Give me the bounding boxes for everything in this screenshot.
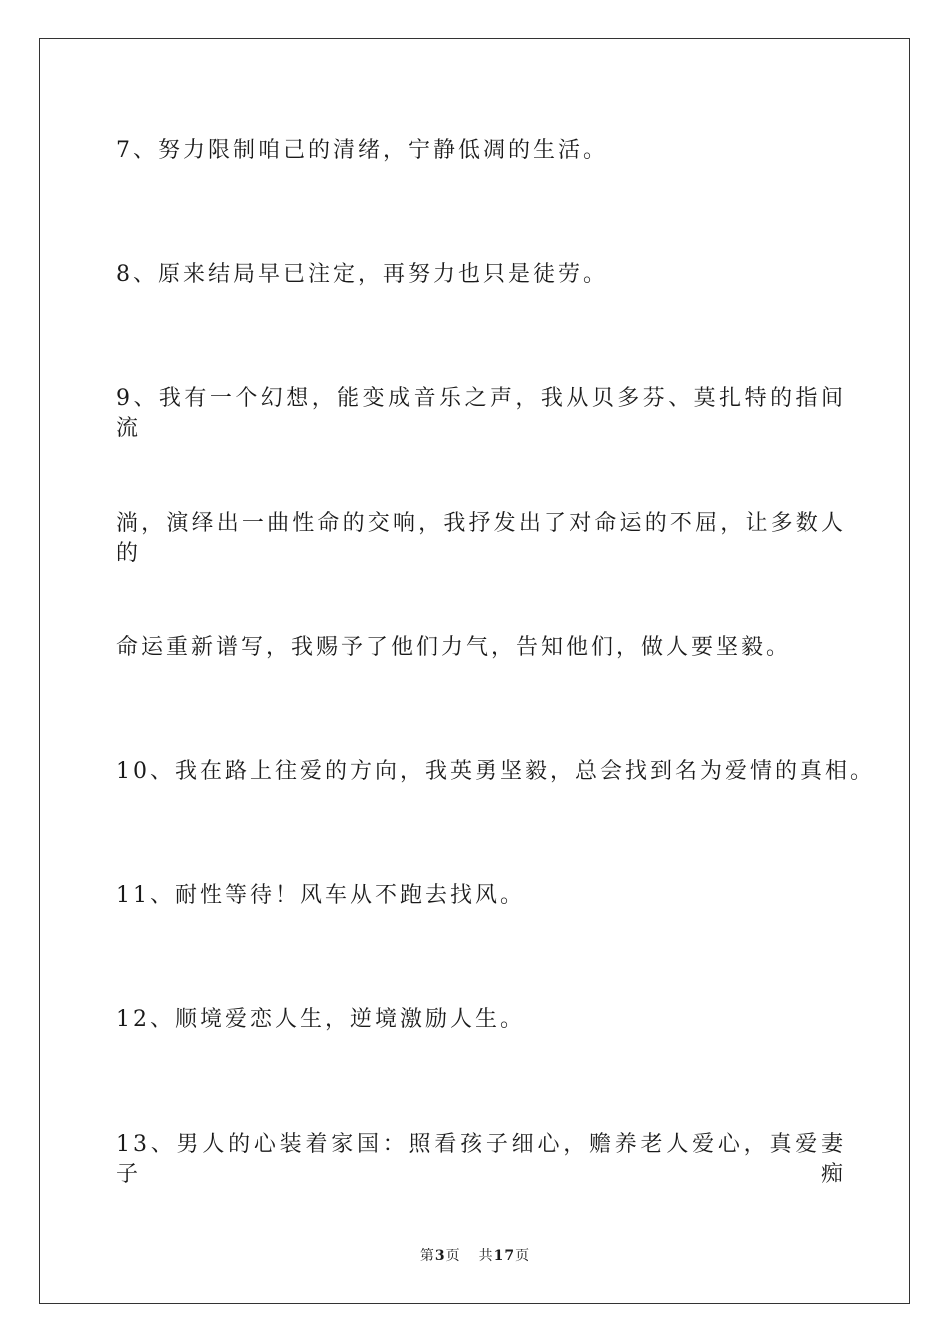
text-line-2: 8、原来结局早已注定，再努力也只是徒劳。	[116, 262, 608, 287]
page-footer	[0, 1246, 950, 1266]
page-frame	[39, 38, 910, 1304]
text-line-5: 命运重新谱写，我赐予了他们力气，告知他们，做人要坚毅。	[116, 635, 792, 660]
footer-total-pages: 17	[493, 1248, 516, 1264]
text-line-4: 淌，演绎出一曲性命的交响，我抒发出了对命运的不屈，让多数人的	[116, 511, 846, 566]
text-line-1: 7、努力限制咱己的清绪，宁静低凋的生活。	[116, 138, 608, 163]
text-line-6: 10、我在路上往爱的方向，我英勇坚毅，总会找到名为爱情的真相。	[116, 759, 875, 784]
footer-page-prefix: 第	[419, 1248, 435, 1264]
footer-page-suffix: 页	[445, 1248, 461, 1264]
footer-page-number: 3	[434, 1248, 446, 1264]
text-line-7: 11、耐性等待！风车从不跑去找风。	[116, 883, 525, 908]
text-line-8: 12、顺境爱恋人生，逆境激励人生。	[116, 1007, 525, 1032]
footer-total-prefix: 共	[478, 1248, 494, 1264]
text-line-9: 13、男人的心装着家国：照看孩子细心，赡养老人爱心，真爱妻子痴	[116, 1132, 846, 1187]
footer-total-suffix: 页	[515, 1248, 531, 1264]
text-line-3: 9、我有一个幻想，能变成音乐之声，我从贝多芬、莫扎特的指间流	[116, 386, 846, 441]
